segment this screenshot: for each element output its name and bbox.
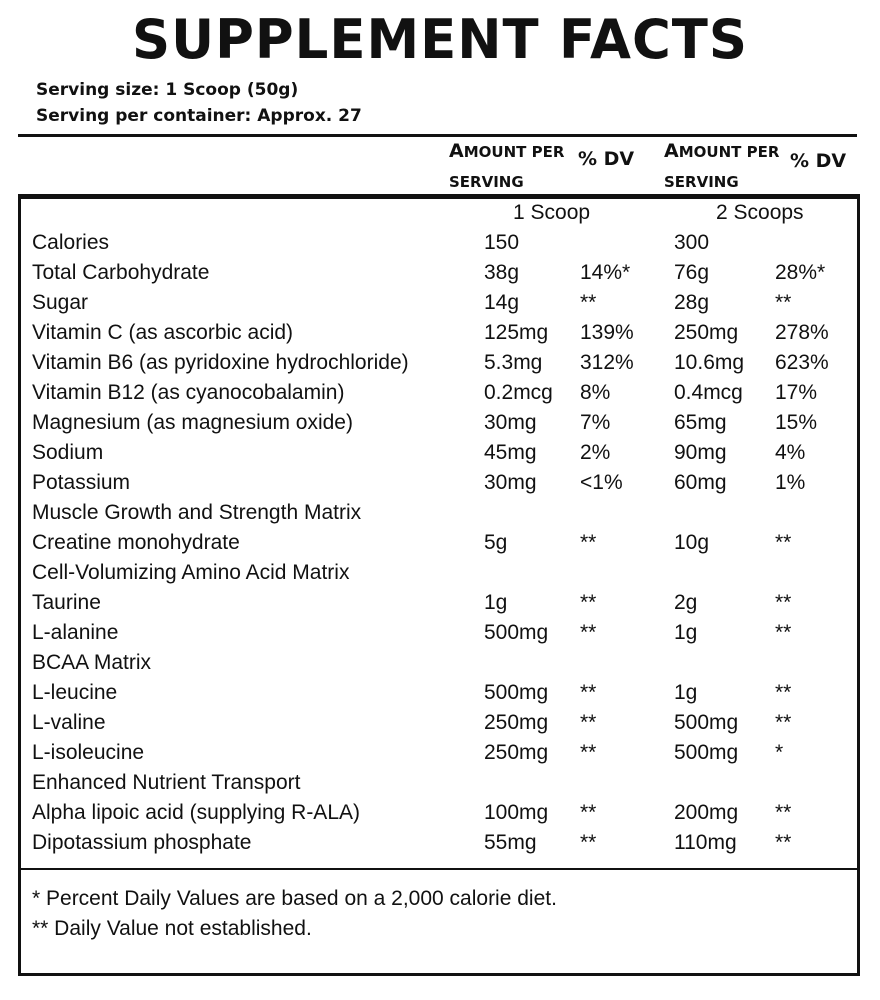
table-row: [0, 588, 880, 618]
table-row: [0, 528, 880, 558]
dv-1-scoop: 7%: [580, 411, 611, 434]
amount-1-scoop: 250mg: [484, 711, 549, 734]
dv-2-scoops: **: [775, 711, 792, 734]
amount-2-scoops: 28g: [674, 291, 710, 314]
nutrient-name: Muscle Growth and Strength Matrix: [32, 501, 362, 524]
nutrient-name: Dipotassium phosphate: [32, 831, 252, 854]
nutrient-name: Enhanced Nutrient Transport: [32, 771, 301, 794]
nutrient-name: Magnesium (as magnesium oxide): [32, 411, 353, 434]
nutrient-name: Sodium: [32, 441, 104, 464]
nutrient-name: Vitamin B6 (as pyridoxine hydrochloride): [32, 351, 409, 374]
dv-1-scoop: 312%: [580, 351, 634, 374]
nutrient-name: Creatine monohydrate: [32, 531, 240, 554]
dv-1-scoop: **: [580, 621, 597, 644]
amount-2-scoops: 10g: [674, 531, 710, 554]
nutrient-name: Cell-Volumizing Amino Acid Matrix: [32, 561, 350, 584]
amount-2-scoops: 110mg: [674, 831, 737, 854]
dv-1-scoop: 2%: [580, 441, 611, 464]
table-row: [0, 708, 880, 738]
page-title: SUPPLEMENT FACTS: [132, 8, 748, 71]
dv-2-scoops: **: [775, 291, 792, 314]
table-row: [0, 378, 880, 408]
dv-1-scoop: **: [580, 531, 597, 554]
nutrient-name: Sugar: [32, 291, 89, 314]
dv-header-1: % DV: [578, 148, 635, 170]
table-row: [0, 438, 880, 468]
nutrient-name: L-isoleucine: [32, 741, 145, 764]
dv-2-scoops: 4%: [775, 441, 806, 464]
amount-2-scoops: 300: [674, 231, 710, 254]
serving-size: Serving size: 1 Scoop (50g): [36, 80, 299, 100]
amount-label-rest: MOUNT PER: [463, 143, 565, 161]
amount-2-scoops: 1g: [674, 681, 698, 704]
two-scoops-label: 2 Scoops: [716, 201, 804, 224]
table-row: [0, 618, 880, 648]
servings-per-container: Serving per container: Approx. 27: [36, 106, 362, 126]
table-row: [0, 288, 880, 318]
nutrient-name: Potassium: [32, 471, 131, 494]
nutrient-name: L-alanine: [32, 621, 119, 644]
amount-1-scoop: 55mg: [484, 831, 537, 854]
dv-2-scoops: **: [775, 531, 792, 554]
nutrient-name: L-valine: [32, 711, 106, 734]
table-row: [0, 798, 880, 828]
dv-1-scoop: 14%*: [580, 261, 631, 284]
nutrient-name: Calories: [32, 231, 110, 254]
dv-1-scoop: **: [580, 681, 597, 704]
dv-2-scoops: 15%: [775, 411, 818, 434]
amount-label-cap: A: [449, 140, 464, 162]
amount-2-scoops: 250mg: [674, 321, 739, 344]
amount-2-scoops: 90mg: [674, 441, 727, 464]
amount-2-scoops: 10.6mg: [674, 351, 745, 374]
dv-1-scoop: 139%: [580, 321, 634, 344]
dv-2-scoops: **: [775, 621, 792, 644]
amount-1-scoop: 0.2mcg: [484, 381, 553, 404]
amount-1-scoop: 150: [484, 231, 520, 254]
amount-1-scoop: 14g: [484, 291, 520, 314]
amount-label-rest: MOUNT PER: [678, 143, 780, 161]
amount-1-scoop: 100mg: [484, 801, 549, 824]
nutrient-name: BCAA Matrix: [32, 651, 152, 674]
nutrient-name: Taurine: [32, 591, 101, 614]
dv-2-scoops: 623%: [775, 351, 829, 374]
serving-label: SERVING: [449, 173, 524, 191]
dv-2-scoops: **: [775, 681, 792, 704]
table-row: [0, 648, 880, 678]
dv-1-scoop: **: [580, 741, 597, 764]
amount-1-scoop: 250mg: [484, 741, 549, 764]
dv-2-scoops: **: [775, 801, 792, 824]
amount-2-scoops: 0.4mcg: [674, 381, 743, 404]
table-row: [0, 678, 880, 708]
one-scoop-label: 1 Scoop: [513, 201, 591, 224]
dv-1-scoop: **: [580, 801, 597, 824]
table-row: [0, 558, 880, 588]
amount-1-scoop: 500mg: [484, 621, 549, 644]
footnote-divider: [18, 868, 860, 870]
amount-2-scoops: 1g: [674, 621, 698, 644]
amount-2-scoops: 200mg: [674, 801, 739, 824]
table-row: [0, 498, 880, 528]
table-row: [0, 408, 880, 438]
amount-1-scoop: 125mg: [484, 321, 549, 344]
amount-label-cap: A: [664, 140, 679, 162]
dv-1-scoop: **: [580, 831, 597, 854]
dv-2-scoops: **: [775, 831, 792, 854]
footnote-1: * Percent Daily Values are based on a 2,000 calorie diet.: [32, 887, 557, 910]
dv-2-scoops: 17%: [775, 381, 818, 404]
nutrient-name: Alpha lipoic acid (supplying R-ALA): [32, 801, 360, 824]
nutrient-name: Vitamin C (as ascorbic acid): [32, 321, 294, 344]
table-row: [0, 738, 880, 768]
nutrient-name: Total Carbohydrate: [32, 261, 210, 284]
amount-1-scoop: 5.3mg: [484, 351, 543, 374]
dv-1-scoop: **: [580, 711, 597, 734]
amount-1-scoop: 38g: [484, 261, 520, 284]
amount-1-scoop: 1g: [484, 591, 508, 614]
amount-1-scoop: 45mg: [484, 441, 537, 464]
amount-1-scoop: 5g: [484, 531, 508, 554]
dv-2-scoops: **: [775, 591, 792, 614]
amount-2-scoops: 65mg: [674, 411, 727, 434]
dv-2-scoops: 278%: [775, 321, 829, 344]
nutrient-name: Vitamin B12 (as cyanocobalamin): [32, 381, 345, 404]
amount-2-scoops: 60mg: [674, 471, 727, 494]
amount-2-scoops: 500mg: [674, 711, 739, 734]
table-row: [0, 228, 880, 258]
dv-2-scoops: 28%*: [775, 261, 826, 284]
serving-label: SERVING: [664, 173, 739, 191]
dv-1-scoop: **: [580, 291, 597, 314]
table-row: [0, 768, 880, 798]
amount-1-scoop: 30mg: [484, 471, 537, 494]
amount-per-serving-header-1: [449, 136, 564, 197]
table-row: [0, 318, 880, 348]
table-row: [0, 258, 880, 288]
amount-2-scoops: 76g: [674, 261, 710, 284]
scoop-header-row: [0, 198, 880, 228]
table-row: [0, 348, 880, 378]
dv-2-scoops: *: [775, 741, 784, 764]
footnote-2: ** Daily Value not established.: [32, 917, 312, 940]
dv-1-scoop: **: [580, 591, 597, 614]
dv-1-scoop: <1%: [580, 471, 623, 494]
dv-1-scoop: 8%: [580, 381, 611, 404]
amount-2-scoops: 2g: [674, 591, 698, 614]
dv-2-scoops: 1%: [775, 471, 806, 494]
table-row: [0, 828, 880, 858]
amount-per-serving-header-2: [664, 136, 779, 197]
amount-2-scoops: 500mg: [674, 741, 739, 764]
table-row: [0, 468, 880, 498]
nutrient-name: L-leucine: [32, 681, 118, 704]
dv-header-2: % DV: [790, 150, 847, 172]
amount-1-scoop: 500mg: [484, 681, 549, 704]
amount-1-scoop: 30mg: [484, 411, 537, 434]
